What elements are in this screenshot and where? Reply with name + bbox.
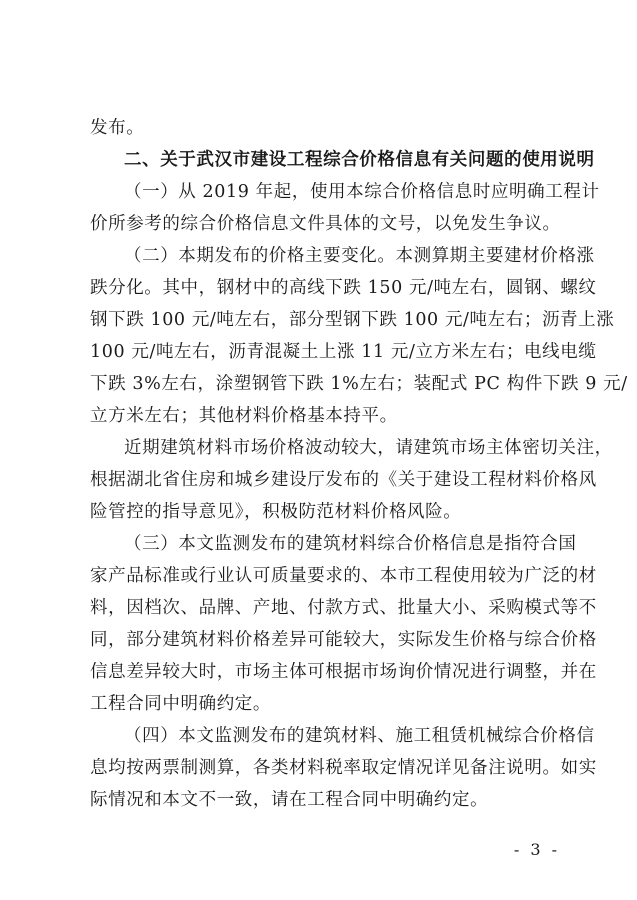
paragraph-notice-line: 根据湖北省住房和城乡建设厅发布的《关于建设工程材料价格风	[90, 470, 597, 490]
paragraph-item-3-line: （三）本文监测发布的建筑材料综合价格信息是指符合国	[124, 534, 577, 554]
paragraph-item-2-line: 立方米左右；其他材料价格基本持平。	[90, 406, 398, 426]
paragraph-item-2-line: 跌分化。其中，钢材中的高线下跌 150 元/吨左右，圆钢、螺纹	[90, 278, 597, 298]
paragraph-item-2-line: 100 元/吨左右，沥青混凝土上涨 11 元/立方米左右；电线电缆	[90, 342, 597, 362]
page-number: - 3 -	[513, 840, 560, 859]
paragraph-notice-line: 近期建筑材料市场价格波动较大，请建筑市场主体密切关注，	[124, 438, 613, 458]
paragraph-item-4-line: 息均按两票制测算，各类材料税率取定情况详见备注说明。如实	[90, 758, 597, 778]
paragraph-item-4-line: 际情况和本文不一致，请在工程合同中明确约定。	[90, 790, 489, 810]
paragraph-item-1-line: 价所参考的综合价格信息文件具体的文号，以免发生争议。	[90, 214, 561, 234]
paragraph-item-2-line: 钢下跌 100 元/吨左右，部分型钢下跌 100 元/吨左右；沥青上涨	[90, 310, 615, 330]
paragraph-item-3-line: 信息差异较大时，市场主体可根据市场询价情况进行调整，并在	[90, 662, 597, 682]
section-heading: 二、关于武汉市建设工程综合价格信息有关问题的使用说明	[124, 150, 595, 170]
paragraph-continuation: 发布。	[90, 118, 145, 138]
paragraph-notice-line: 险管控的指导意见》，积极防范材料价格风险。	[90, 502, 462, 522]
paragraph-item-3-line: 家产品标准或行业认可质量要求的、本市工程使用较为广泛的材	[90, 566, 597, 586]
paragraph-item-2-line: 下跌 3%左右，涂塑钢管下跌 1%左右；装配式 PC 构件下跌 9 元/	[90, 374, 628, 394]
paragraph-item-2-line: （二）本期发布的价格主要变化。本测算期主要建材价格涨	[124, 246, 595, 266]
paragraph-item-4-line: （四）本文监测发布的建筑材料、施工租赁机械综合价格信	[124, 726, 595, 746]
paragraph-item-3-line: 工程合同中明确约定。	[90, 694, 271, 714]
paragraph-item-3-line: 料，因档次、品牌、产地、付款方式、批量大小、采购模式等不	[90, 598, 597, 618]
paragraph-item-1-line: （一）从 2019 年起，使用本综合价格信息时应明确工程计	[124, 182, 600, 202]
paragraph-item-3-line: 同，部分建筑材料价格差异可能较大，实际发生价格与综合价格	[90, 630, 597, 650]
